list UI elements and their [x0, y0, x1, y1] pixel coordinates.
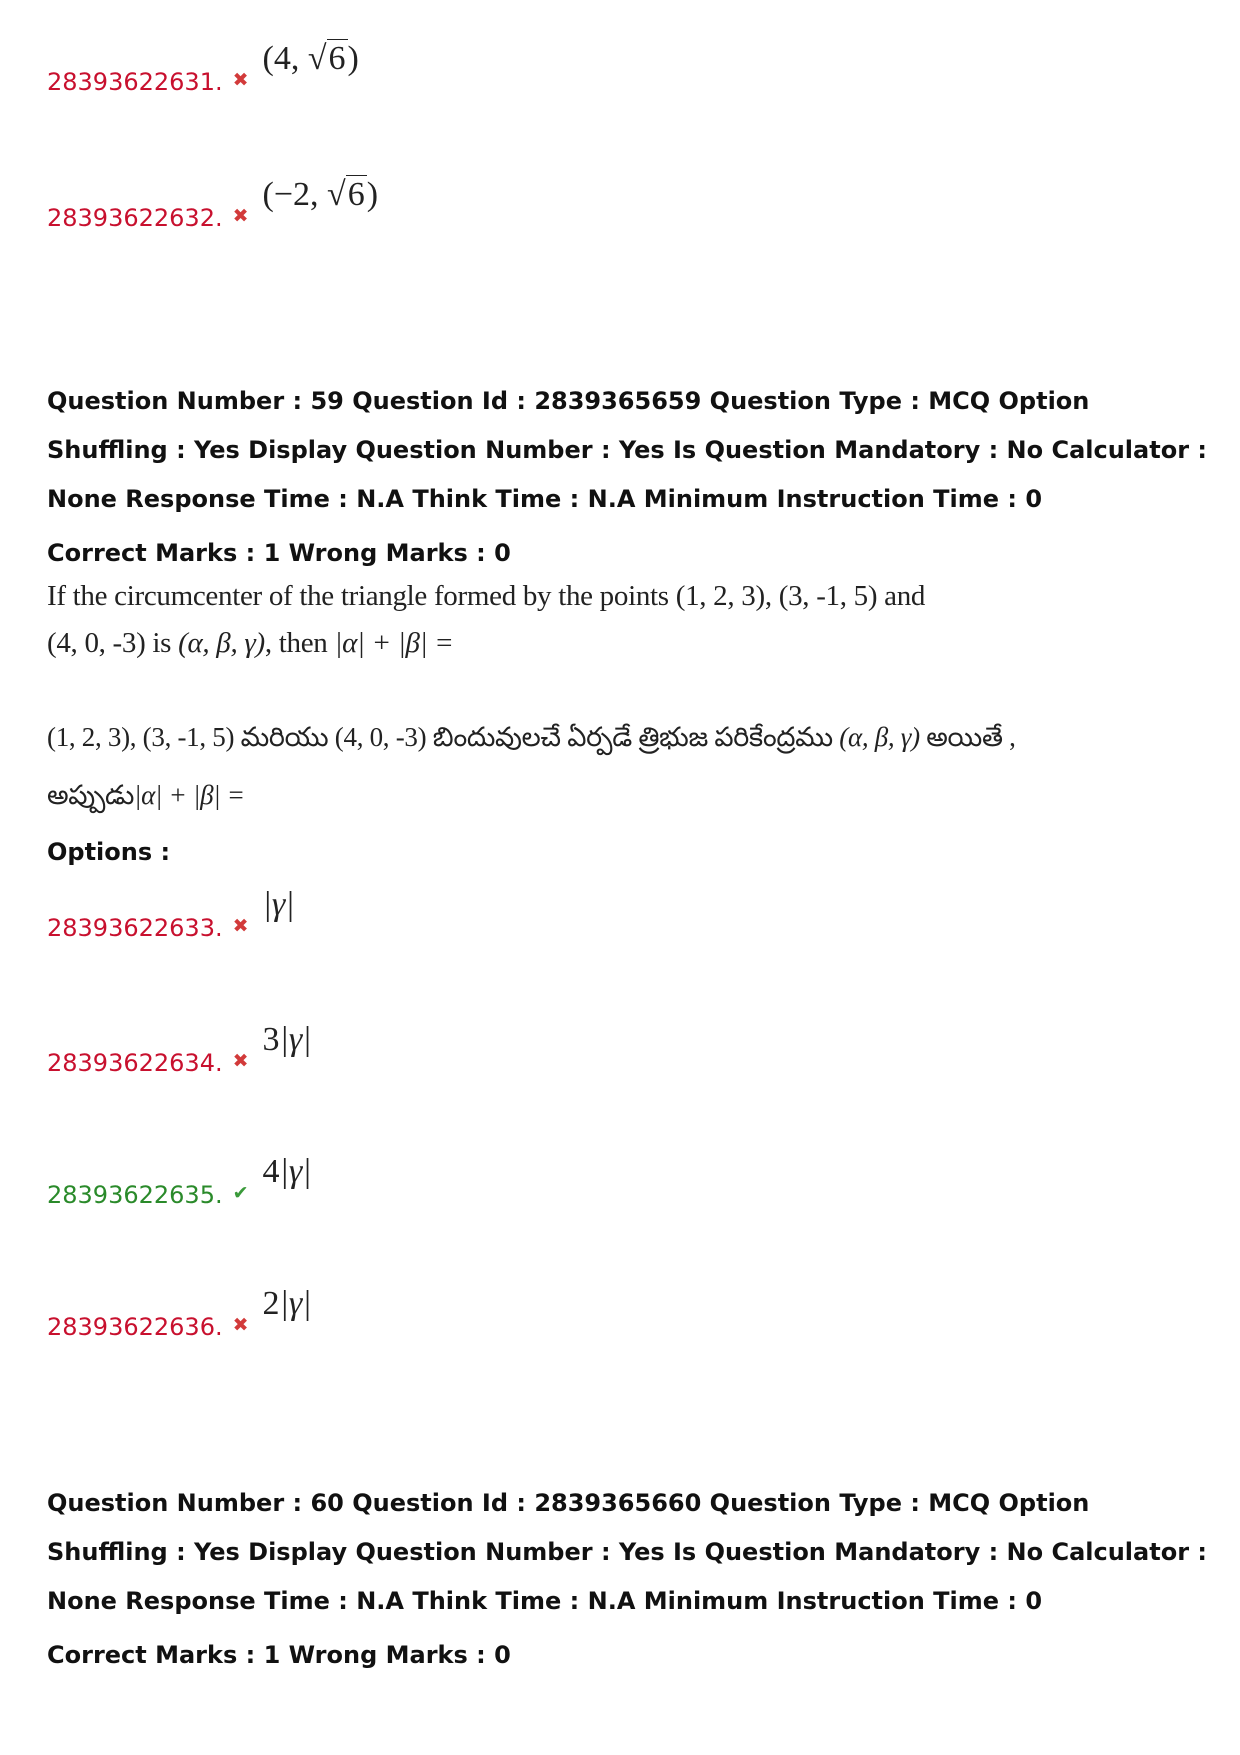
question-meta: Question Number : 60 Question Id : 2839365660 Question Type : MCQ Option Shuffling : Yes Display Question Number : Yes Is Question Mandatory : No Calculator : None Response Time : N.A Think Time : N.A Minimum Instruction Time : 0 [47, 1489, 1207, 1615]
wrong-mark-icon: ✖ [232, 915, 249, 937]
option-math: 4|γ| [262, 1153, 312, 1190]
question-stem-en-line2: (4, 0, -3) is (α, β, γ), then |α| + |β| = [47, 627, 454, 659]
option-id: 28393622635. [47, 1181, 223, 1209]
option-row [47, 1285, 312, 1341]
question-stem-te-line1: (1, 2, 3), (3, -1, 5) మరియు (4, 0, -3) బిందువులచే ఏర్పడే త్రిభుజ పరికేంద్రము (α, β, γ) అయితే , [47, 722, 1016, 752]
option-row [47, 886, 295, 942]
correct-check-icon: ✔ [232, 1182, 249, 1204]
question-marks: Correct Marks : 1 Wrong Marks : 0 [47, 539, 511, 567]
option-math: (4, √6) [262, 40, 359, 77]
question-stem-te-line2: అప్పుడు|α| + |β| = [47, 780, 245, 810]
question-marks: Correct Marks : 1 Wrong Marks : 0 [47, 1641, 511, 1669]
sqrt-symbol: √6 [307, 40, 346, 77]
sqrt-symbol: √6 [327, 176, 365, 213]
option-math: 3|γ| [262, 1021, 312, 1058]
option-row [47, 40, 359, 96]
option-id: 28393622631. [47, 68, 223, 96]
option-row [47, 1153, 312, 1209]
option-id: 28393622633. [47, 914, 223, 942]
wrong-mark-icon: ✖ [232, 69, 249, 91]
wrong-mark-icon: ✖ [232, 1314, 249, 1336]
question-meta: Question Number : 59 Question Id : 2839365659 Question Type : MCQ Option Shuffling : Yes Display Question Number : Yes Is Question Mandatory : No Calculator : None Response Time : N.A Think Time : N.A Minimum Instruction Time : 0 [47, 387, 1207, 513]
option-id: 28393622632. [47, 204, 223, 232]
wrong-mark-icon: ✖ [232, 205, 249, 227]
option-id: 28393622636. [47, 1313, 223, 1341]
option-math: 2|γ| [262, 1285, 312, 1322]
options-label: Options : [47, 838, 171, 866]
option-math: (−2, √6) [262, 176, 379, 213]
option-row [47, 176, 379, 232]
option-math: |γ| [262, 886, 295, 923]
question-stem-en-line1: If the circumcenter of the triangle formed by the points (1, 2, 3), (3, -1, 5) and [47, 580, 926, 612]
option-id: 28393622634. [47, 1049, 223, 1077]
wrong-mark-icon: ✖ [232, 1050, 249, 1072]
option-row [47, 1021, 312, 1077]
